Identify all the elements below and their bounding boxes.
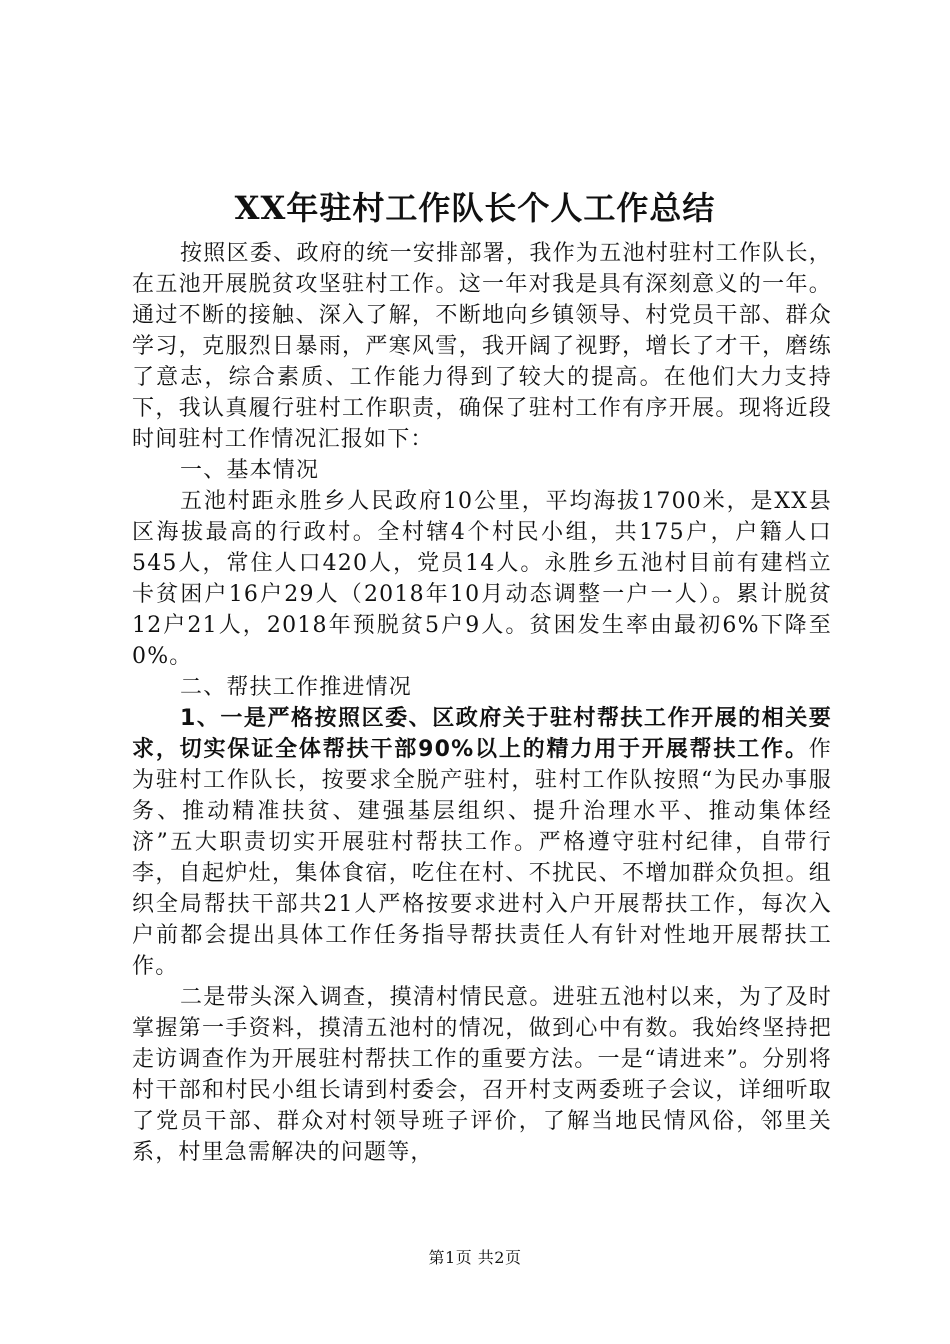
document-body	[132, 238, 832, 1168]
page-footer: 第1页 共2页	[428, 1248, 522, 1267]
section-heading-progress: 二、帮扶工作推进情况	[180, 675, 413, 700]
section-heading-basic: 一、基本情况	[180, 458, 320, 483]
item1-paragraph	[132, 703, 832, 982]
intro-paragraph: 按照区委、政府的统一安排部署，我作为五池村驻村工作队长，在五池开展脱贫攻坚驻村工作。这一年对我是具有深刻意义的一年。通过不断的接触、深入了解，不断地向乡镇领导、村党员干部、群众学习，克服烈日暴雨，严寒风雪，我开阔了视野，增长了才干，磨练了意志，综合素质、工作能力得到了较大的提高。在他们大力支持下，我认真履行驻村工作职责，确保了驻村工作有序开展。现将近段时间驻村工作情况汇报如下：	[132, 241, 832, 452]
item1-bold-lead: 1、一是严格按照区委、区政府关于驻村帮扶工作开展的相关要求，切实保证全体帮扶干部90%以上的精力用于开展帮扶工作。	[132, 706, 832, 762]
item1-body: 作为驻村工作队长，按要求全脱产驻村，驻村工作队按照“为民办事服务、推动精准扶贫、建强基层组织、提升治理水平、推动集体经济”五大职责切实开展驻村帮扶工作。严格遵守驻村纪律，自带行李，自起炉灶，集体食宿，吃住在村、不扰民、不增加群众负担。组织全局帮扶干部共21人严格按要求进村入户开展帮扶工作，每次入户前都会提出具体工作任务指导帮扶责任人有针对性地开展帮扶工作。	[132, 737, 832, 979]
item2-paragraph: 二是带头深入调查，摸清村情民意。进驻五池村以来，为了及时掌握第一手资料，摸清五池村的情况，做到心中有数。我始终坚持把走访调查作为开展驻村帮扶工作的重要方法。一是“请进来”。分别将村干部和村民小组长请到村委会，召开村支两委班子会议，详细听取了党员干部、群众对村领导班子评价，了解当地民情风俗，邻里关系，村里急需解决的问题等，	[132, 985, 832, 1165]
basic-situation-paragraph: 五池村距永胜乡人民政府10公里，平均海拔1700米，是XX县区海拔最高的行政村。全村辖4个村民小组，共175户，户籍人口545人，常住人口420人，党员14人。永胜乡五池村目前有建档立卡贫困户16户29人（2018年10月动态调整一户一人）。累计脱贫12户21人，2018年预脱贫5户9人。贫困发生率由最初6%下降至0%。	[132, 489, 832, 669]
document-title: XX年驻村工作队长个人工作总结	[234, 189, 716, 227]
